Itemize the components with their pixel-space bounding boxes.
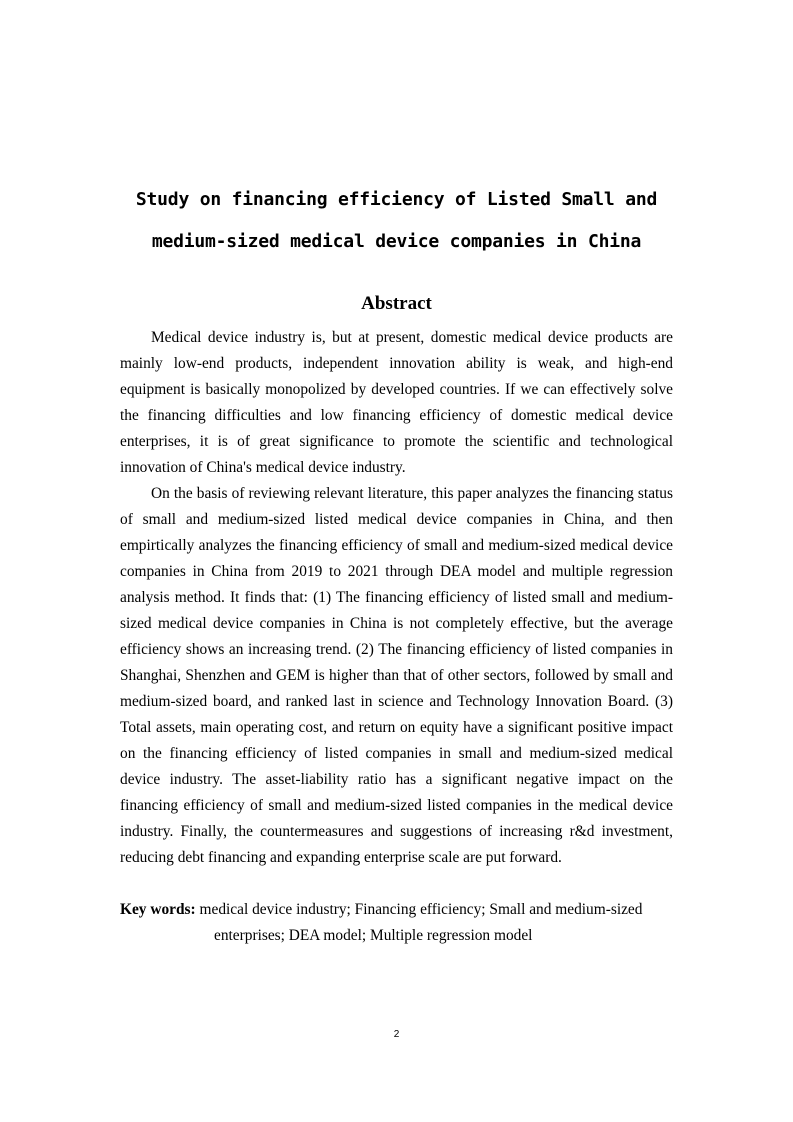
keywords-label: Key words: [120, 901, 196, 918]
page-number: 2 [393, 1029, 400, 1040]
abstract-paragraph-1 [120, 325, 673, 481]
keywords-line-1 [120, 897, 673, 923]
keywords-block [120, 897, 673, 949]
abstract-paragraph-1-text: Medical device industry is, but at present, domestic medical device products are mainly low-end products, independent innovation ability is weak, and high-end equipment is basically monopolized by developed countries. If we can effectively solve the financing difficulties and low financing efficiency of domestic medical device enterprises, it is of great significance to promote the scientific and technological innovation of China's medical device industry. [120, 329, 673, 476]
abstract-paragraph-2-text: On the basis of reviewing relevant literature, this paper analyzes the financing status of small and medium-sized listed medical device companies in China, and then empirtically analyzes the financing efficiency of small and medium-sized medical device companies in China from 2019 to 2021 through DEA model and multiple regression analysis method. It finds that: (1) The financing efficiency of listed small and medium-sized medical device companies in China is not completely effective, but the average efficiency shows an increasing trend. (2) The financing efficiency of listed companies in Shanghai, Shenzhen and GEM is higher than that of other sectors, followed by small and medium-sized board, and ranked last in science and Technology Innovation Board. (3) Total assets, main operating cost, and return on equity have a significant positive impact on the financing efficiency of listed companies in small and medium-sized medical device industry. The asset-liability ratio has a significant negative impact on the financing efficiency of small and medium-sized listed companies in the medical device industry. Finally, the countermeasures and suggestions of increasing r&d investment, reducing debt financing and expanding enterprise scale are put forward. [120, 485, 673, 866]
keywords-text-1: medical device industry; Financing efficiency; Small and medium-sized [199, 901, 643, 918]
paper-title-line-2: medium-sized medical device companies in China [151, 231, 642, 252]
abstract-heading: Abstract [361, 293, 432, 314]
paper-title-line-1: Study on financing efficiency of Listed Small and [135, 189, 658, 210]
abstract-paragraph-2 [120, 481, 673, 871]
keywords-line-2: enterprises; DEA model; Multiple regression model [214, 927, 533, 944]
